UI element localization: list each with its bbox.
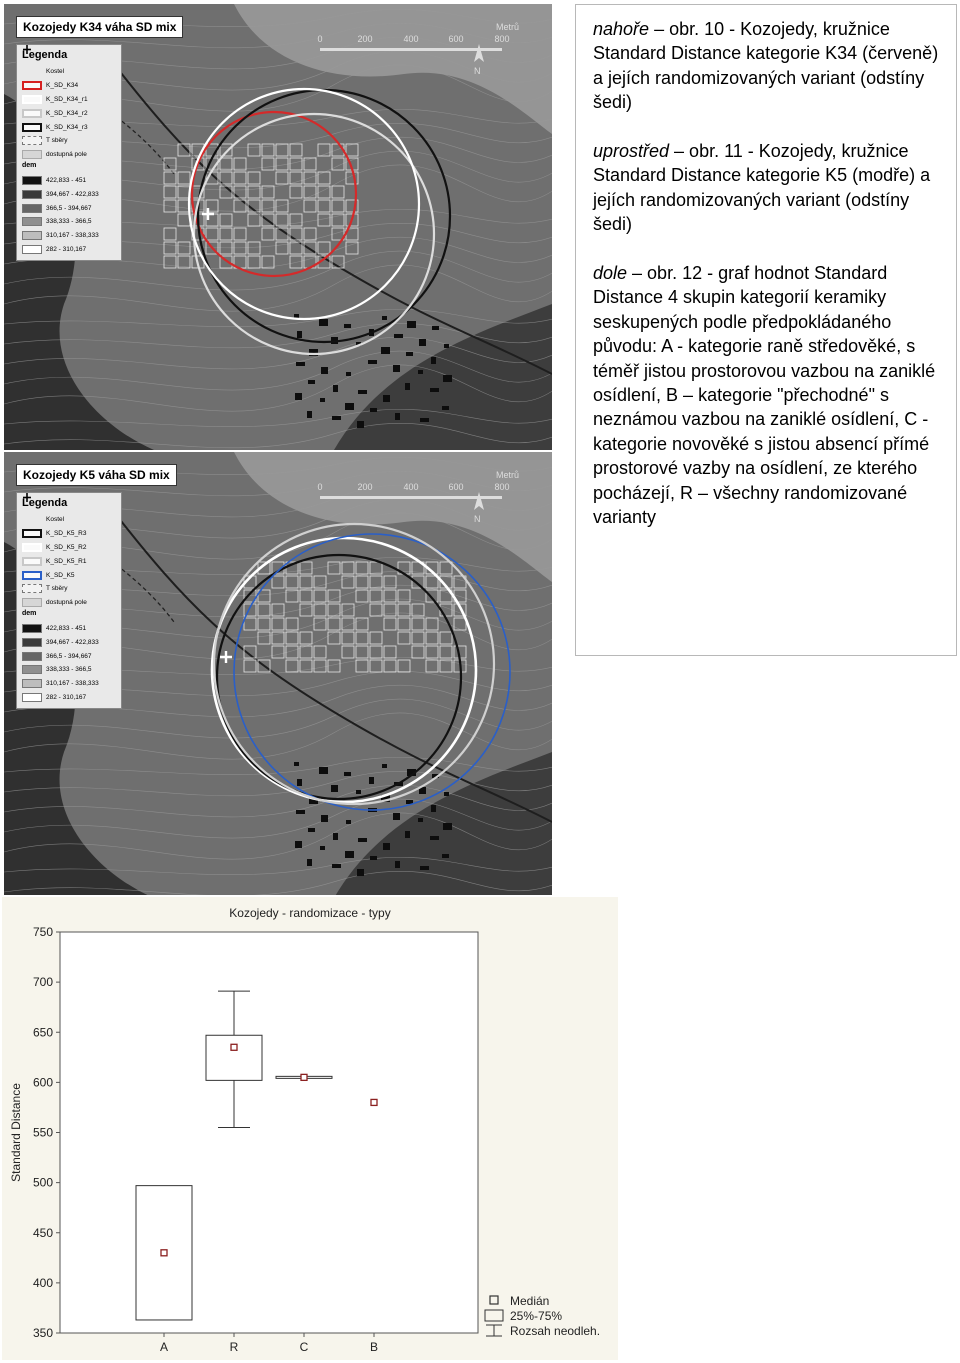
building xyxy=(420,866,429,870)
legend-item-label: T sběry xyxy=(46,137,68,145)
x-tick-label: B xyxy=(369,1340,379,1354)
legend-item-label: dostupná pole xyxy=(46,151,87,159)
legend-dem-item xyxy=(22,622,116,636)
legend-item-label: K_SD_K34 xyxy=(46,82,79,90)
circle-line-icon xyxy=(22,529,42,538)
caption-middle-prefix: uprostřed xyxy=(593,141,670,161)
map-legend xyxy=(16,44,122,261)
scale-tick: 600 xyxy=(448,34,464,44)
legend-item xyxy=(22,582,116,596)
legend-dem-label: 422,833 - 451 xyxy=(46,624,87,632)
legend-dem-label: 310,167 - 338,333 xyxy=(46,232,99,240)
legend-dem-label: 366,5 - 394,667 xyxy=(46,204,92,212)
building xyxy=(395,861,400,868)
scale-tick: 0 xyxy=(317,34,323,44)
building xyxy=(407,321,416,328)
legend-dem-label: 366,5 - 394,667 xyxy=(46,652,92,660)
legend-dem-item xyxy=(22,187,116,201)
scale-tick: 600 xyxy=(448,482,464,492)
building xyxy=(319,767,328,774)
scale-tick: 800 xyxy=(494,34,510,44)
building xyxy=(321,815,328,822)
building xyxy=(333,385,338,392)
legend-item xyxy=(22,596,116,610)
circle-line-icon xyxy=(22,123,42,132)
y-tick-label: 700 xyxy=(32,975,53,990)
building xyxy=(395,413,400,420)
building xyxy=(346,820,351,824)
legend-dem-item xyxy=(22,649,116,663)
building xyxy=(332,416,341,420)
legend-title: Legenda xyxy=(22,497,68,509)
legend-dem-label: 282 - 310,167 xyxy=(46,245,87,253)
chart-title: Kozojedy - randomizace - typy xyxy=(229,906,391,920)
building xyxy=(295,393,302,400)
building xyxy=(296,362,305,366)
building xyxy=(320,846,325,850)
legend-item xyxy=(22,527,116,541)
legend-item-label: K_SD_K34_r3 xyxy=(46,123,88,131)
caption-bottom-text: – obr. 12 - graf hodnot Standard Distance 4 skupin kategorií keramiky seskupených podle předpokládaného původu: A - kategorie raně středověké, s téměř jistou prostorovou vazbou na zaniklé osídlení, B – kategorie "přechodné" s neznámou vazbou na zaniklé osídlení, C - kategorie novověké s jistou absencí přímé prostorové vazby na osídlení, ze kterého pocházejí, R – všechny randomizované varianty xyxy=(593,263,936,528)
building xyxy=(444,344,449,348)
legend-item-label: K_SD_K34_r1 xyxy=(46,95,88,103)
legend-dem-label: 394,667 - 422,833 xyxy=(46,638,99,646)
elevation-swatch xyxy=(22,693,42,702)
legend-dem-label: dem xyxy=(22,161,37,169)
median-marker xyxy=(161,1250,167,1256)
legend-item-label: K_SD_K34_r2 xyxy=(46,109,88,117)
y-tick-label: 400 xyxy=(32,1275,53,1290)
scale-tick: 200 xyxy=(357,34,373,44)
legend-dem-item xyxy=(22,229,116,243)
chart-canvas xyxy=(2,897,618,1360)
circle-line-icon xyxy=(22,571,42,580)
map-k5 xyxy=(4,452,552,895)
legend-dem-item xyxy=(22,215,116,229)
legend-item-label: dostupná pole xyxy=(46,599,87,607)
elevation-swatch xyxy=(22,245,42,254)
building xyxy=(430,388,439,392)
y-tick-label: 550 xyxy=(32,1125,53,1140)
building xyxy=(307,411,312,418)
elevation-swatch xyxy=(22,176,42,185)
field-fill-icon xyxy=(22,150,42,159)
building xyxy=(296,810,305,814)
building xyxy=(332,864,341,868)
building xyxy=(394,334,403,338)
building xyxy=(383,843,390,850)
legend-range-label: Rozsah neodleh. xyxy=(510,1323,601,1338)
building xyxy=(295,841,302,848)
elevation-swatch xyxy=(22,652,42,661)
map-title: Kozojedy K34 váha SD mix xyxy=(16,16,183,38)
map-k34 xyxy=(4,4,552,450)
building xyxy=(405,831,410,838)
building xyxy=(432,326,439,330)
building xyxy=(357,869,364,876)
elevation-swatch xyxy=(22,624,42,633)
building xyxy=(368,360,377,364)
scale-tick: 400 xyxy=(403,482,419,492)
building xyxy=(442,406,449,410)
circle-line-icon xyxy=(22,81,42,90)
legend-item xyxy=(22,554,116,568)
legend-item-label: K_SD_K5_R3 xyxy=(46,530,87,538)
building xyxy=(346,372,351,376)
scale-tick: 400 xyxy=(403,34,419,44)
legend-item xyxy=(22,513,116,527)
building xyxy=(297,779,302,786)
legend-dem-label: dem xyxy=(22,609,37,617)
building xyxy=(344,324,351,328)
elevation-swatch xyxy=(22,190,42,199)
scale-bar xyxy=(310,22,520,54)
building xyxy=(443,375,452,382)
legend-item-label: K_SD_K5 xyxy=(46,571,75,579)
median-marker xyxy=(301,1074,307,1080)
building xyxy=(405,383,410,390)
caption-box xyxy=(575,4,957,656)
scale-tick: 0 xyxy=(317,482,323,492)
legend-item-label: K_SD_K5_R1 xyxy=(46,557,87,565)
legend-item xyxy=(22,148,116,162)
legend-dem-label: 338,333 - 366,5 xyxy=(46,218,92,226)
building xyxy=(430,836,439,840)
legend-item xyxy=(22,134,116,148)
legend-dem-item xyxy=(22,691,116,705)
scale-bar xyxy=(310,470,520,502)
scale-tick: 200 xyxy=(357,482,373,492)
caption-top-text: – obr. 10 - Kozojedy, kružnice Standard Distance kategorie K34 (červeně) a jejích randomizovaných variant (odstíny šedi) xyxy=(593,19,939,113)
building xyxy=(431,805,436,812)
chart-legend xyxy=(484,1293,614,1338)
legend-item xyxy=(22,93,116,107)
church-cross-icon xyxy=(22,67,42,76)
caption-middle xyxy=(593,139,953,237)
caption-top-prefix: nahoře xyxy=(593,19,650,39)
caption-bottom-prefix: dole xyxy=(593,263,628,283)
building xyxy=(319,319,328,326)
circle-line-icon xyxy=(22,109,42,118)
building xyxy=(345,403,354,410)
y-tick-label: 450 xyxy=(32,1225,53,1240)
legend-dem-item xyxy=(22,635,116,649)
building xyxy=(321,367,328,374)
legend-dem-label: 338,333 - 366,5 xyxy=(46,666,92,674)
caption-bottom xyxy=(593,261,953,529)
legend-item xyxy=(22,79,116,93)
y-tick-label: 350 xyxy=(32,1326,53,1340)
legend-item-label: Kostel xyxy=(46,516,65,524)
x-tick-label: C xyxy=(299,1340,309,1354)
building xyxy=(370,408,377,412)
whisker-icon xyxy=(484,1324,504,1337)
caption-middle-text: – obr. 11 - Kozojedy, kružnice Standard Distance kategorie K5 (modře) a jejích randomizovaných variant (odstíny šedi) xyxy=(593,141,931,235)
x-tick-label: R xyxy=(229,1340,239,1354)
elevation-swatch xyxy=(22,204,42,213)
legend-item xyxy=(22,120,116,134)
legend-dem-item xyxy=(22,677,116,691)
building xyxy=(358,838,367,842)
legend-box-label: 25%-75% xyxy=(510,1308,563,1323)
building xyxy=(393,365,400,372)
y-axis-label: Standard Distance xyxy=(9,1083,23,1182)
circle-line-icon xyxy=(22,95,42,104)
legend-item xyxy=(22,65,116,79)
legend-median xyxy=(484,1293,614,1308)
x-tick-label: A xyxy=(159,1340,169,1354)
building xyxy=(382,316,387,320)
building xyxy=(443,823,452,830)
elevation-swatch xyxy=(22,665,42,674)
elevation-swatch xyxy=(22,231,42,240)
building xyxy=(418,818,423,822)
map-title: Kozojedy K5 váha SD mix xyxy=(16,464,177,486)
field-fill-icon xyxy=(22,598,42,607)
median-marker xyxy=(231,1044,237,1050)
caption-top xyxy=(593,17,953,115)
building xyxy=(442,854,449,858)
building xyxy=(297,331,302,338)
building xyxy=(345,851,354,858)
north-label: N xyxy=(474,514,481,524)
map-legend xyxy=(16,492,122,709)
legend-dem-label: 422,833 - 451 xyxy=(46,176,87,184)
scale-tick: 800 xyxy=(494,482,510,492)
legend-box xyxy=(484,1308,614,1323)
building xyxy=(308,380,315,384)
building xyxy=(357,421,364,428)
legend-median-label: Medián xyxy=(510,1293,550,1308)
building xyxy=(383,395,390,402)
building xyxy=(444,792,449,796)
legend-item xyxy=(22,106,116,120)
legend-range xyxy=(484,1323,614,1338)
iqr-box xyxy=(206,1035,262,1080)
building xyxy=(420,418,429,422)
building xyxy=(382,764,387,768)
legend-item-label: T sběry xyxy=(46,585,68,593)
building xyxy=(369,777,374,784)
legend-item xyxy=(22,568,116,582)
building xyxy=(393,813,400,820)
legend-dem-label: 394,667 - 422,833 xyxy=(46,190,99,198)
y-tick-label: 500 xyxy=(32,1175,53,1190)
y-tick-label: 600 xyxy=(32,1075,53,1090)
legend-dem-item xyxy=(22,243,116,257)
elevation-swatch xyxy=(22,217,42,226)
legend-item-label: K_SD_K5_R2 xyxy=(46,543,87,551)
north-label: N xyxy=(474,66,481,76)
y-tick-label: 750 xyxy=(32,925,53,939)
building xyxy=(431,357,436,364)
building xyxy=(333,833,338,840)
building xyxy=(356,790,361,794)
building xyxy=(308,828,315,832)
elevation-swatch xyxy=(22,638,42,647)
circle-line-icon xyxy=(22,557,42,566)
y-tick-label: 650 xyxy=(32,1025,53,1040)
scale-line xyxy=(320,48,502,51)
legend-dem-item xyxy=(22,174,116,188)
church-cross-icon xyxy=(22,515,42,524)
building xyxy=(370,856,377,860)
legend-item-label: Kostel xyxy=(46,68,65,76)
boxplot-chart xyxy=(2,897,618,1360)
building xyxy=(294,314,299,318)
legend-title: Legenda xyxy=(22,49,68,61)
legend-dem-item xyxy=(22,663,116,677)
box-icon xyxy=(484,1309,504,1322)
building xyxy=(418,370,423,374)
plot-area xyxy=(60,932,478,1333)
scale-unit: Metrů xyxy=(496,470,520,480)
building xyxy=(331,785,338,792)
legend-dem-item xyxy=(22,201,116,215)
legend-item xyxy=(22,541,116,555)
building xyxy=(358,390,367,394)
scale-line xyxy=(320,496,502,499)
scale-unit: Metrů xyxy=(496,22,520,32)
building xyxy=(294,762,299,766)
legend-dem-label: 310,167 - 338,333 xyxy=(46,680,99,688)
legend-dem-label: 282 - 310,167 xyxy=(46,693,87,701)
dashed-outline-icon xyxy=(22,136,42,145)
dashed-outline-icon xyxy=(22,584,42,593)
building xyxy=(381,347,390,354)
building xyxy=(320,398,325,402)
building xyxy=(344,772,351,776)
median-marker-icon xyxy=(484,1294,504,1307)
building xyxy=(307,859,312,866)
median-marker xyxy=(371,1099,377,1105)
circle-line-icon xyxy=(22,543,42,552)
elevation-swatch xyxy=(22,679,42,688)
building xyxy=(406,352,413,356)
building xyxy=(419,339,426,346)
